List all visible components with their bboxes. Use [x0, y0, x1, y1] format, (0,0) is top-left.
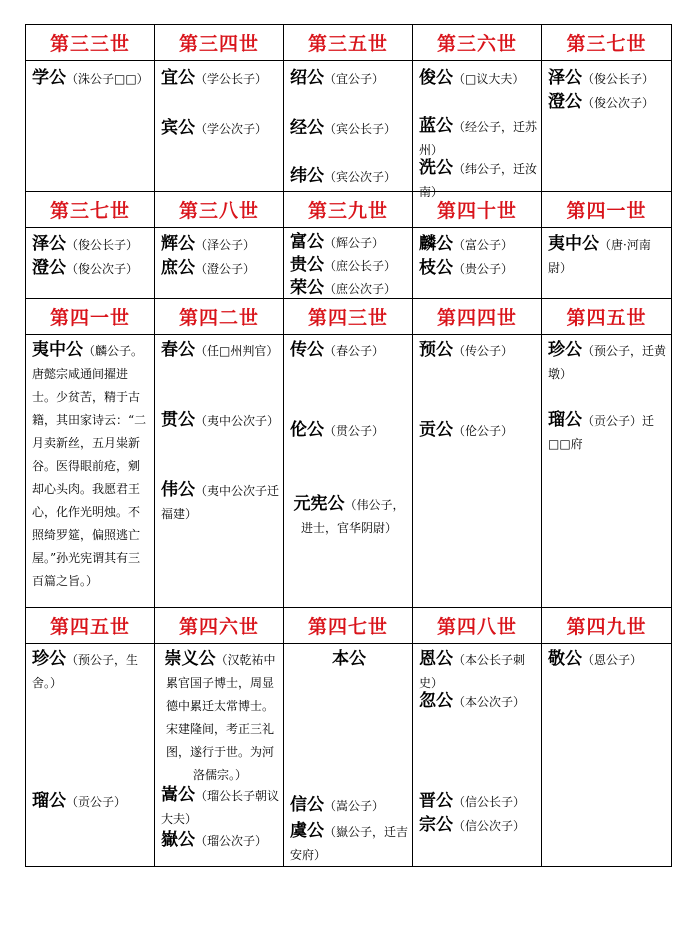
ancestor-name: 贡公: [419, 420, 453, 440]
ancestor-note: （春公子）: [324, 344, 385, 358]
ancestor-note: （麟公子。唐懿宗咸通间擢进士。少贫苦，精于古籍，其田家诗云：“二月卖新丝，五月粜新谷。医得眼前疮，剜却心头肉。我愿君王心，化作光明烛。不照绮罗筵，偏照逃亡屋。”孙光宪谓其有三百篇之旨。）: [32, 344, 147, 588]
ancestor-name: 纬公: [290, 166, 324, 186]
ancestor-name: 本公: [332, 649, 366, 669]
ancestor-note: （辉公子）: [324, 236, 385, 250]
generation-header-row: [26, 608, 672, 644]
ancestor-note: （庶公长子）: [324, 259, 397, 273]
ancestor-note: （传公子）: [453, 344, 514, 358]
ancestor-name: 宾公: [161, 118, 195, 138]
ancestor-entry: [32, 67, 150, 90]
ancestor-entry: [419, 233, 537, 256]
generation-header: 第三八世: [155, 192, 284, 228]
generation-header-row: [26, 299, 672, 335]
ancestor-name: 洗公: [419, 158, 453, 178]
generation-header: 第三七世: [26, 192, 155, 228]
ancestor-entry: [419, 257, 537, 280]
ancestor-note: （夷中公次子迁福建）: [161, 484, 280, 521]
ancestor-entry: [548, 233, 667, 279]
ancestor-cell: [542, 61, 672, 192]
ancestor-name: 蓝公: [419, 116, 453, 136]
ancestor-name: 崇义公: [164, 649, 216, 669]
ancestor-name: 嶽公: [161, 830, 195, 850]
generation-header: 第四九世: [542, 608, 672, 644]
generation-header: 第四一世: [542, 192, 672, 228]
ancestor-note: （贡公子）: [66, 795, 127, 809]
ancestor-name: 信公: [290, 795, 324, 815]
ancestor-name: 泽公: [548, 68, 582, 88]
ancestor-note: （信公次子）: [453, 819, 526, 833]
generation-header: 第四五世: [542, 299, 672, 335]
generation-header: 第三七世: [542, 25, 672, 61]
ancestor-entry: [290, 794, 408, 817]
ancestor-note: （本公次子）: [453, 695, 526, 709]
generation-header: 第四四世: [413, 299, 542, 335]
ancestor-name: 元宪公: [293, 494, 345, 514]
ancestor-cell: [26, 644, 155, 867]
ancestor-entry: [161, 479, 279, 525]
ancestor-entry: [290, 493, 408, 539]
ancestor-name: 学公: [32, 68, 66, 88]
ancestor-note: （俊公长子）: [66, 238, 139, 252]
ancestor-entry: [419, 790, 537, 813]
ancestor-entry: [161, 339, 279, 362]
ancestor-note: （庶公次子）: [324, 282, 397, 296]
ancestor-entry: [419, 814, 537, 837]
generation-header: 第四七世: [284, 608, 413, 644]
generation-header: 第四三世: [284, 299, 413, 335]
ancestor-cell: [26, 61, 155, 192]
ancestor-cell: [284, 335, 413, 608]
ancestor-entry: [548, 91, 667, 114]
ancestor-entry: [419, 419, 537, 442]
ancestor-name: 宜公: [161, 68, 195, 88]
ancestor-entry: [32, 648, 150, 694]
generation-header: 第四二世: [155, 299, 284, 335]
ancestor-entry: [161, 117, 279, 140]
generation-header: 第三六世: [413, 25, 542, 61]
ancestor-name: 宗公: [419, 815, 453, 835]
ancestor-cell: [413, 228, 542, 299]
ancestor-name: 春公: [161, 340, 195, 360]
ancestor-entry: [290, 254, 408, 277]
ancestor-name: 恩公: [419, 649, 453, 669]
ancestor-entry: [161, 829, 279, 852]
generation-header: 第四十世: [413, 192, 542, 228]
generation-entries-row: [26, 644, 672, 867]
ancestor-entry: [290, 117, 408, 140]
ancestor-entry: [548, 648, 667, 671]
generation-header: 第三四世: [155, 25, 284, 61]
ancestor-name: 庶公: [161, 258, 195, 278]
ancestor-entry: [419, 115, 537, 161]
ancestor-note: （宾公次子）: [324, 170, 397, 184]
ancestor-name: 晋公: [419, 791, 453, 811]
ancestor-note: （瑠公次子）: [195, 834, 268, 848]
ancestor-cell: [26, 335, 155, 608]
ancestor-entry: [32, 257, 150, 280]
ancestor-cell: [542, 644, 672, 867]
ancestor-note: （伦公子）: [453, 424, 514, 438]
ancestor-name: 泽公: [32, 234, 66, 254]
ancestor-note: （富公子）: [453, 238, 514, 252]
ancestor-name: 经公: [290, 118, 324, 138]
ancestor-entry: [32, 233, 150, 256]
generation-header-row: [26, 25, 672, 61]
ancestor-entry: [290, 231, 408, 254]
generation-entries-row: [26, 335, 672, 608]
ancestor-entry: [161, 233, 279, 256]
ancestor-cell: [155, 644, 284, 867]
ancestor-note: （洙公子□□）: [66, 72, 149, 86]
genealogy-table: [25, 24, 672, 867]
ancestor-note: （俊公次子）: [582, 96, 655, 110]
ancestor-entry: [290, 277, 408, 300]
ancestor-entry: [161, 648, 279, 786]
ancestor-name: 忽公: [419, 691, 453, 711]
ancestor-name: 伦公: [290, 420, 324, 440]
ancestor-name: 俊公: [419, 68, 453, 88]
ancestor-note: （纬公子，迁汝南）: [419, 162, 538, 199]
ancestor-name: 预公: [419, 340, 453, 360]
ancestor-note: （信公长子）: [453, 795, 526, 809]
ancestor-cell: [26, 228, 155, 299]
ancestor-cell: [413, 335, 542, 608]
ancestor-note: （宜公子）: [324, 72, 385, 86]
generation-header: 第四六世: [155, 608, 284, 644]
ancestor-name: 荣公: [290, 278, 324, 298]
ancestor-note: （学公次子）: [195, 122, 268, 136]
generation-header-row: [26, 192, 672, 228]
ancestor-entry: [419, 648, 537, 694]
ancestor-name: 瑠公: [548, 410, 582, 430]
ancestor-entry: [161, 257, 279, 280]
ancestor-cell: [542, 228, 672, 299]
ancestor-entry: [290, 648, 408, 671]
generation-header: 第四八世: [413, 608, 542, 644]
ancestor-entry: [548, 339, 667, 385]
ancestor-cell: [284, 228, 413, 299]
ancestor-note: （预公子，迁黄墩）: [548, 344, 667, 381]
ancestor-entry: [290, 67, 408, 90]
ancestor-entry: [290, 419, 408, 442]
ancestor-name: 夷中公: [548, 234, 599, 254]
ancestor-entry: [548, 409, 667, 455]
ancestor-note: （澄公子）: [195, 262, 256, 276]
ancestor-entry: [32, 339, 150, 592]
generation-entries-row: [26, 61, 672, 192]
ancestor-note: （瑠公长子朝议大夫）: [161, 789, 280, 826]
ancestor-note: （恩公子）: [582, 653, 643, 667]
ancestor-note: （学公长子）: [195, 72, 268, 86]
ancestor-cell: [155, 61, 284, 192]
generation-entries-row: [26, 228, 672, 299]
ancestor-note: （嵩公子）: [324, 799, 385, 813]
ancestor-note: （嶽公子，迁吉安府）: [290, 825, 409, 862]
ancestor-entry: [290, 339, 408, 362]
ancestor-name: 伟公: [161, 480, 195, 500]
ancestor-note: （泽公子）: [195, 238, 256, 252]
ancestor-note: （本公长子刺史）: [419, 653, 526, 690]
ancestor-name: 麟公: [419, 234, 453, 254]
ancestor-entry: [548, 67, 667, 90]
ancestor-name: 澄公: [548, 92, 582, 112]
generation-header: 第三五世: [284, 25, 413, 61]
ancestor-note: （□议大夫）: [453, 72, 525, 86]
ancestor-entry: [161, 67, 279, 90]
ancestor-cell: [413, 61, 542, 199]
ancestor-name: 嵩公: [161, 785, 195, 805]
ancestor-entry: [419, 67, 537, 90]
ancestor-entry: [290, 820, 408, 866]
ancestor-entry: [419, 157, 537, 203]
ancestor-entry: [419, 690, 537, 713]
ancestor-entry: [161, 784, 279, 830]
ancestor-cell: [155, 335, 284, 608]
ancestor-cell: [413, 644, 542, 867]
ancestor-entry: [419, 339, 537, 362]
ancestor-note: （贵公子）: [453, 262, 514, 276]
ancestor-name: 瑠公: [32, 791, 66, 811]
generation-header: 第四五世: [26, 608, 155, 644]
ancestor-name: 夷中公: [32, 340, 83, 360]
generation-header: 第三三世: [26, 25, 155, 61]
ancestor-name: 珍公: [548, 340, 582, 360]
ancestor-name: 珍公: [32, 649, 66, 669]
ancestor-note: （伟公子，进士，官华阴尉）: [300, 498, 405, 535]
ancestor-name: 敬公: [548, 649, 582, 669]
ancestor-note: （经公子，迁苏州）: [419, 120, 538, 157]
ancestor-name: 辉公: [161, 234, 195, 254]
ancestor-note: （贯公子）: [324, 424, 385, 438]
ancestor-cell: [284, 61, 413, 192]
ancestor-note: （任□州判官）: [195, 344, 279, 358]
ancestor-note: （夷中公次子）: [195, 414, 280, 428]
ancestor-name: 富公: [290, 232, 324, 252]
ancestor-note: （宾公长子）: [324, 122, 397, 136]
ancestor-name: 贯公: [161, 410, 195, 430]
ancestor-note: （汉乾祐中累官国子博士，周显德中累迁太常博士。宋建隆间，考正三礼图，遂行于世。为河洛儒宗。）: [165, 653, 276, 782]
ancestor-name: 澄公: [32, 258, 66, 278]
ancestor-cell: [284, 644, 413, 867]
ancestor-note: （俊公长子）: [582, 72, 655, 86]
ancestor-note: （俊公次子）: [66, 262, 139, 276]
ancestor-name: 枝公: [419, 258, 453, 278]
ancestor-name: 贵公: [290, 255, 324, 275]
ancestor-name: 传公: [290, 340, 324, 360]
ancestor-name: 虞公: [290, 821, 324, 841]
ancestor-cell: [155, 228, 284, 299]
ancestor-note: （预公子，生舍。）: [32, 653, 139, 690]
ancestor-note: （贡公子）迁□□府: [548, 414, 655, 451]
generation-header: 第四一世: [26, 299, 155, 335]
ancestor-entry: [161, 409, 279, 432]
ancestor-note: （唐·河南尉）: [548, 238, 651, 275]
ancestor-entry: [290, 165, 408, 188]
ancestor-entry: [32, 790, 150, 813]
generation-header: 第三九世: [284, 192, 413, 228]
ancestor-cell: [542, 335, 672, 608]
ancestor-name: 绍公: [290, 68, 324, 88]
